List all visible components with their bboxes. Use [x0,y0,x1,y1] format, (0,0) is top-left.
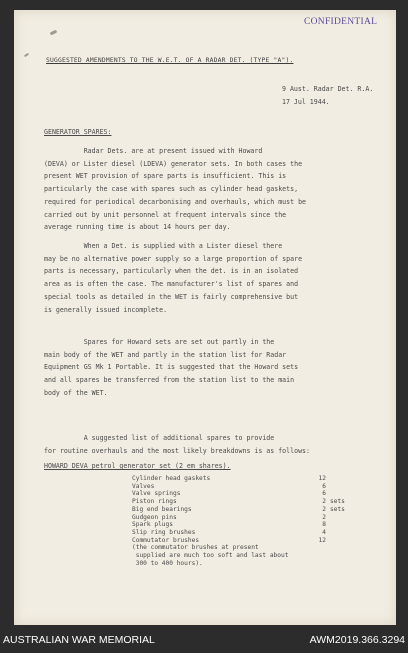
spares-row [132,514,362,522]
text-line: and all spares be transferred from the station list to the main [44,376,295,385]
spare-unit [326,483,330,491]
text-line: required for periodical decarbonising and overhauls, which must be [44,197,307,206]
text-line: parts is necessary, particularly when the det. is in an isolated [44,267,299,276]
spare-unit [326,490,330,498]
text-line: carried out by unit personnel at frequent intervals since the [44,210,287,219]
spare-qty: 2 [322,498,326,506]
spare-item: Slip ring brushes [132,528,196,536]
spare-unit [326,475,330,483]
text-line: A suggested list of additional spares to provide [44,434,275,442]
spares-row [132,475,362,483]
spare-unit [326,529,330,537]
text-line: (DEVA) or Lister diesel (LDEVA) generator sets. In both cases the [44,159,303,168]
document-date: 17 Jul 1944. [282,98,330,106]
spare-unit [326,537,330,545]
text-line: Radar Dets. are at present issued with Howard [44,147,263,155]
text-line: area as is often the case. The manufacturer's list of spares and [44,280,299,289]
spare-qty: 8 [322,521,326,529]
spares-note-line: supplied are much too soft and last about [132,552,289,560]
text-line: Spares for Howard sets are set out partly in the [44,338,275,346]
text-line: for routine overhauls and the most likely breakdowns is as follows: [44,446,310,455]
spares-note-line: (the commutator brushes at present [132,544,259,552]
spare-item: Gudgeon pins [132,513,177,521]
spare-unit: sets [330,505,345,513]
spares-list [132,475,362,567]
spare-unit: sets [330,498,345,506]
spare-item: Piston rings [132,498,177,506]
spare-qty: 2 [322,513,326,521]
spare-unit [326,521,330,529]
spares-subheading: HOWARD DEVA petrol generator set (2 em shares). [44,462,231,470]
spare-qty: 12 [318,536,326,544]
text-line: is generally issued incomplete. [44,305,168,314]
spares-note-line: 300 to 400 hours). [132,559,203,567]
paragraph-4 [44,432,364,457]
text-line: average running time is about 14 hours per day. [44,223,231,232]
text-line: Equipment GS Mk 1 Portable. It is suggested that the Howard sets [44,363,299,372]
spare-item: Valves [132,482,155,490]
spares-row [132,529,362,537]
spares-row [132,483,362,491]
document-title: SUGGESTED AMENDMENTS TO THE W.E.T. OF A RADAR DET. (TYPE "A"). [46,57,294,64]
spares-row [132,490,362,498]
text-line: may be no alternative power supply so a large proportion of spare [44,254,303,263]
spare-unit [326,514,330,522]
spare-qty: 12 [318,475,326,482]
text-line: body of the WET. [44,388,108,397]
spare-item: Cylinder head gaskets [132,475,211,482]
unit-reference: 9 Aust. Radar Det. R.A. [282,85,374,93]
footer-accession-number: AWM2019.366.3294 [309,634,405,646]
spares-row [132,506,362,514]
classification-stamp: CONFIDENTIAL [304,17,378,27]
spares-row [132,521,362,529]
spares-row [132,498,362,506]
paragraph-1 [44,145,364,234]
spare-qty: 2 [322,505,326,513]
spare-qty: 6 [322,490,326,498]
spare-qty: 6 [322,482,326,490]
footer-institution: AUSTRALIAN WAR MEMORIAL [3,634,155,646]
text-line: particularly the case with spares such as cylinder head gaskets, [44,185,299,194]
paragraph-2 [44,240,364,316]
spare-item: Spark plugs [132,521,173,529]
paragraph-3 [44,336,364,400]
spare-item: Big end bearings [132,505,192,513]
text-line: main body of the WET and partly in the station list for Radar [44,350,287,359]
text-line: present WET provision of spare parts is insufficient. This is [44,172,287,181]
section-heading: GENERATOR SPARES: [44,128,112,136]
text-line: When a Det. is supplied with a Lister diesel there [44,242,283,250]
spare-qty: 4 [322,528,326,536]
spares-row [132,537,362,545]
spare-item: Commutator brushes [132,536,200,544]
spare-item: Valve springs [132,490,181,498]
text-line: special tools as detailed in the WET is fairly comprehensive but [44,292,299,301]
